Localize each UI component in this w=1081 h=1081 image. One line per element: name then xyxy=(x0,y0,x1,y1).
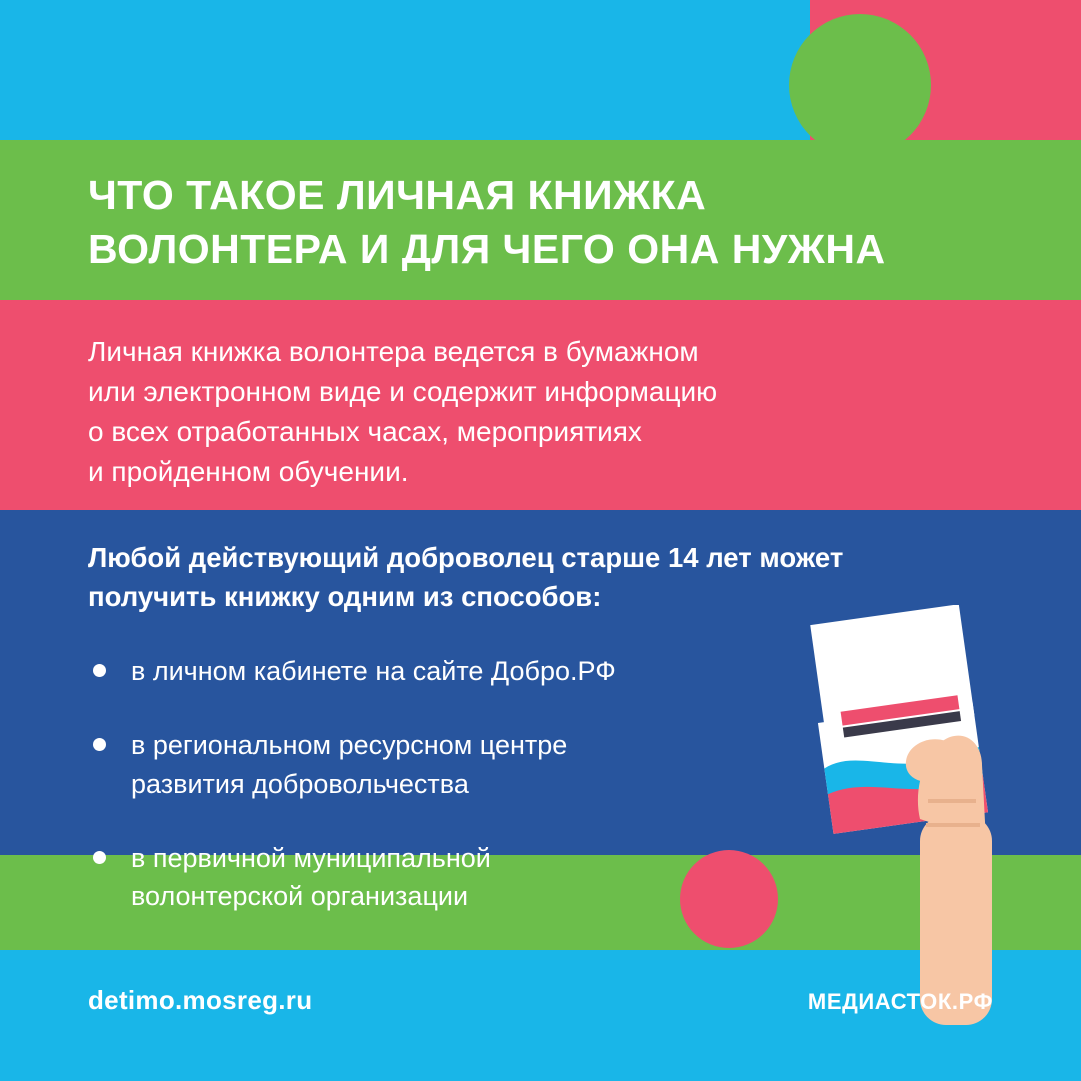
bullet-dot-icon xyxy=(93,851,106,864)
bullet-dot-icon xyxy=(93,664,106,677)
subtitle-line-2: получить книжку одним из способов: xyxy=(88,581,602,613)
band-cyan-top xyxy=(0,0,810,140)
intro-line-1: Личная книжка волонтера ведется в бумажном xyxy=(88,336,699,367)
list-item-line: в личном кабинете на сайте Добро.РФ xyxy=(131,656,616,686)
intro-line-2: или электронном виде и содержит информацию xyxy=(88,376,718,408)
list-item xyxy=(88,652,788,690)
hand-holding-volunteer-book-illustration xyxy=(800,605,1060,1025)
list-item xyxy=(88,839,788,916)
hand-shape xyxy=(906,736,992,1025)
list-item-line: в первичной муниципальной xyxy=(131,842,491,873)
poster-title-line-1: ЧТО ТАКОЕ ЛИЧНАЯ КНИЖКА xyxy=(88,172,707,218)
methods-list xyxy=(88,652,788,952)
intro-line-4: и пройденном обучении. xyxy=(88,456,409,488)
bullet-dot-icon xyxy=(93,738,106,751)
poster-title-line-2: ВОЛОНТЕРА И ДЛЯ ЧЕГО ОНА НУЖНА xyxy=(88,226,886,273)
intro-line-3: о всех отработанных часах, мероприятиях xyxy=(88,416,642,448)
footer-site-url[interactable]: detimo.mosreg.ru xyxy=(88,985,313,1015)
subtitle-line-1: Любой действующий доброволец старше 14 лет может xyxy=(88,542,844,573)
footer-brand[interactable]: МЕДИАСТОК.РФ xyxy=(807,989,993,1014)
list-item-line: развития добровольчества xyxy=(131,768,469,799)
poster-title xyxy=(88,168,968,276)
list-item-line: волонтерской организации xyxy=(131,881,469,912)
decorative-circle-green xyxy=(789,14,931,156)
list-item xyxy=(88,726,788,803)
list-item-line: в региональном ресурсном центре xyxy=(131,730,568,761)
intro-paragraph xyxy=(88,332,968,492)
